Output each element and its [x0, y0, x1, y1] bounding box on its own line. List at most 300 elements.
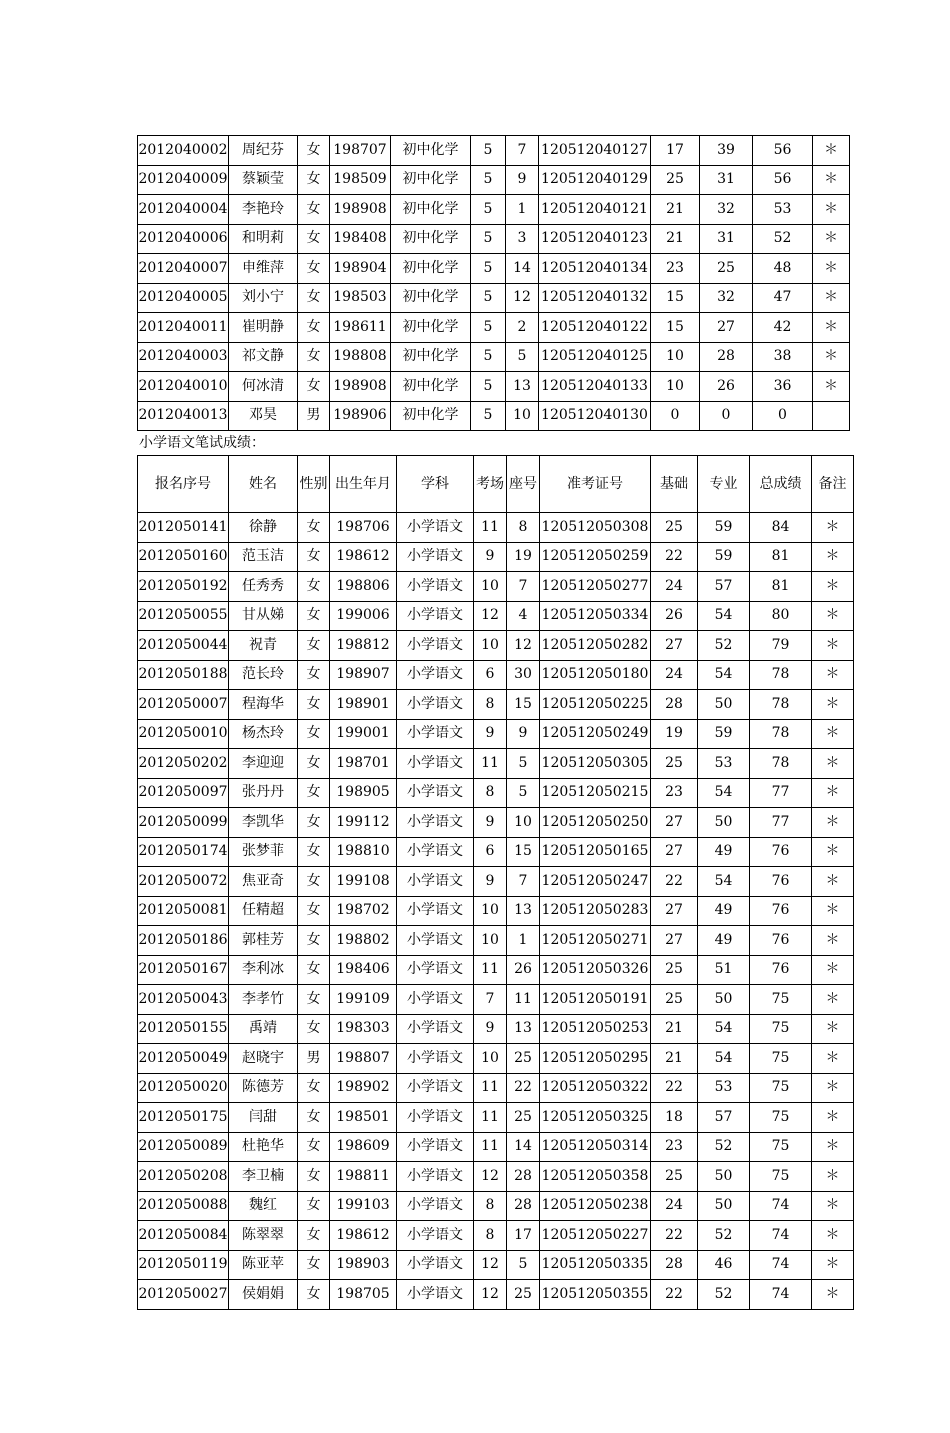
cell-basic-score: 24 — [651, 572, 698, 602]
cell-remarks: ＊ — [812, 749, 854, 779]
cell-gender: 女 — [298, 513, 330, 543]
cell-seat-no: 19 — [507, 542, 540, 572]
cell-basic-score: 15 — [651, 313, 700, 343]
cell-basic-score: 26 — [651, 601, 698, 631]
cell-exam-room: 9 — [474, 542, 507, 572]
cell-subject: 小学语文 — [397, 778, 474, 808]
cell-birth-month: 198303 — [330, 1014, 397, 1044]
cell-professional-score: 49 — [698, 926, 750, 956]
cell-name: 李艳玲 — [229, 195, 298, 225]
cell-gender: 女 — [298, 867, 330, 897]
cell-admission-no: 120512040133 — [539, 372, 651, 402]
cell-registration-no: 2012040005 — [138, 283, 229, 313]
cell-registration-no: 2012040002 — [138, 136, 229, 166]
cell-name: 申维萍 — [229, 254, 298, 284]
cell-gender: 女 — [298, 601, 330, 631]
cell-registration-no: 2012040011 — [138, 313, 229, 343]
cell-basic-score: 25 — [651, 513, 698, 543]
cell-name: 侯娟娟 — [229, 1280, 298, 1310]
cell-exam-room: 8 — [474, 778, 507, 808]
cell-birth-month: 198812 — [330, 631, 397, 661]
cell-name: 任秀秀 — [229, 572, 298, 602]
cell-birth-month: 198905 — [330, 778, 397, 808]
cell-professional-score: 32 — [700, 283, 753, 313]
cell-exam-room: 5 — [471, 401, 506, 431]
cell-exam-room: 5 — [471, 165, 506, 195]
cell-gender: 女 — [298, 749, 330, 779]
cell-admission-no: 120512050247 — [540, 867, 651, 897]
table-row — [138, 985, 854, 1015]
cell-gender: 女 — [298, 1132, 330, 1162]
cell-exam-room: 11 — [474, 1132, 507, 1162]
cell-registration-no: 2012050044 — [138, 631, 229, 661]
cell-seat-no: 11 — [507, 985, 540, 1015]
table-row — [138, 313, 850, 343]
cell-registration-no: 2012050027 — [138, 1280, 229, 1310]
table-row — [138, 778, 854, 808]
cell-total-score: 78 — [750, 660, 812, 690]
header-birth-month: 出生年月 — [330, 456, 397, 513]
cell-total-score: 74 — [750, 1221, 812, 1251]
header-admission-no: 准考证号 — [540, 456, 651, 513]
chemistry-score-table — [137, 135, 850, 431]
cell-name: 李孝竹 — [229, 985, 298, 1015]
cell-name: 陈翠翠 — [229, 1221, 298, 1251]
table-row — [138, 342, 850, 372]
cell-total-score: 36 — [753, 372, 813, 402]
cell-total-score: 74 — [750, 1280, 812, 1310]
cell-exam-room: 5 — [471, 136, 506, 166]
cell-registration-no: 2012050099 — [138, 808, 229, 838]
cell-basic-score: 25 — [651, 985, 698, 1015]
cell-subject: 小学语文 — [397, 867, 474, 897]
cell-basic-score: 10 — [651, 372, 700, 402]
table-row — [138, 1191, 854, 1221]
cell-remarks: ＊ — [812, 1250, 854, 1280]
cell-admission-no: 120512050308 — [540, 513, 651, 543]
cell-birth-month: 198612 — [330, 1221, 397, 1251]
cell-birth-month: 198802 — [330, 926, 397, 956]
cell-subject: 小学语文 — [397, 1132, 474, 1162]
cell-exam-room: 5 — [471, 372, 506, 402]
cell-total-score: 56 — [753, 136, 813, 166]
cell-basic-score: 27 — [651, 808, 698, 838]
cell-subject: 小学语文 — [397, 837, 474, 867]
cell-registration-no: 2012050141 — [138, 513, 229, 543]
cell-birth-month: 198706 — [330, 513, 397, 543]
cell-seat-no: 13 — [507, 1014, 540, 1044]
cell-exam-room: 11 — [474, 1073, 507, 1103]
header-total-score: 总成绩 — [750, 456, 812, 513]
cell-subject: 初中化学 — [391, 136, 471, 166]
cell-total-score: 52 — [753, 224, 813, 254]
table-row — [138, 224, 850, 254]
cell-basic-score: 10 — [651, 342, 700, 372]
cell-admission-no: 120512040134 — [539, 254, 651, 284]
cell-birth-month: 198501 — [330, 1103, 397, 1133]
cell-basic-score: 24 — [651, 660, 698, 690]
cell-gender: 女 — [298, 165, 330, 195]
cell-seat-no: 25 — [507, 1280, 540, 1310]
cell-subject: 小学语文 — [397, 896, 474, 926]
cell-total-score: 74 — [750, 1191, 812, 1221]
cell-exam-room: 10 — [474, 631, 507, 661]
cell-seat-no: 5 — [507, 778, 540, 808]
header-subject: 学科 — [397, 456, 474, 513]
cell-gender: 女 — [298, 372, 330, 402]
cell-basic-score: 27 — [651, 926, 698, 956]
cell-name: 周纪芬 — [229, 136, 298, 166]
cell-total-score: 42 — [753, 313, 813, 343]
header-registration-no: 报名序号 — [138, 456, 229, 513]
table-row — [138, 136, 850, 166]
cell-exam-room: 9 — [474, 867, 507, 897]
cell-remarks: ＊ — [813, 372, 850, 402]
cell-subject: 小学语文 — [397, 572, 474, 602]
cell-subject: 小学语文 — [397, 1280, 474, 1310]
cell-gender: 女 — [298, 572, 330, 602]
cell-admission-no: 120512050250 — [540, 808, 651, 838]
table-row — [138, 926, 854, 956]
cell-admission-no: 120512050282 — [540, 631, 651, 661]
cell-seat-no: 9 — [507, 719, 540, 749]
cell-name: 任精超 — [229, 896, 298, 926]
cell-remarks: ＊ — [812, 985, 854, 1015]
cell-registration-no: 2012050020 — [138, 1073, 229, 1103]
cell-admission-no: 120512050165 — [540, 837, 651, 867]
cell-exam-room: 12 — [474, 1280, 507, 1310]
cell-exam-room: 6 — [474, 660, 507, 690]
cell-seat-no: 1 — [507, 926, 540, 956]
cell-admission-no: 120512040121 — [539, 195, 651, 225]
cell-basic-score: 24 — [651, 1191, 698, 1221]
cell-admission-no: 120512040130 — [539, 401, 651, 431]
cell-registration-no: 2012050089 — [138, 1132, 229, 1162]
table-row — [138, 1250, 854, 1280]
cell-exam-room: 6 — [474, 837, 507, 867]
cell-subject: 小学语文 — [397, 1014, 474, 1044]
cell-registration-no: 2012040013 — [138, 401, 229, 431]
cell-registration-no: 2012040006 — [138, 224, 229, 254]
table-row — [138, 195, 850, 225]
cell-exam-room: 5 — [471, 195, 506, 225]
cell-remarks: ＊ — [812, 1191, 854, 1221]
cell-seat-no: 25 — [507, 1103, 540, 1133]
cell-gender: 女 — [298, 719, 330, 749]
cell-name: 郭桂芳 — [229, 926, 298, 956]
cell-birth-month: 198702 — [330, 896, 397, 926]
cell-exam-room: 11 — [474, 955, 507, 985]
cell-gender: 女 — [298, 1073, 330, 1103]
cell-birth-month: 198908 — [330, 195, 391, 225]
cell-gender: 女 — [298, 837, 330, 867]
cell-subject: 小学语文 — [397, 601, 474, 631]
header-seat-no: 座号 — [507, 456, 540, 513]
cell-remarks: ＊ — [812, 1280, 854, 1310]
cell-birth-month: 199109 — [330, 985, 397, 1015]
cell-gender: 女 — [298, 542, 330, 572]
cell-seat-no: 1 — [506, 195, 539, 225]
cell-name: 张梦菲 — [229, 837, 298, 867]
cell-basic-score: 15 — [651, 283, 700, 313]
cell-name: 李凯华 — [229, 808, 298, 838]
cell-total-score: 75 — [750, 1073, 812, 1103]
cell-professional-score: 53 — [698, 1073, 750, 1103]
cell-basic-score: 27 — [651, 837, 698, 867]
cell-gender: 女 — [298, 631, 330, 661]
cell-birth-month: 199006 — [330, 601, 397, 631]
cell-professional-score: 51 — [698, 955, 750, 985]
cell-birth-month: 198611 — [330, 313, 391, 343]
cell-total-score: 74 — [750, 1250, 812, 1280]
cell-remarks: ＊ — [812, 572, 854, 602]
cell-gender: 女 — [298, 778, 330, 808]
cell-admission-no: 120512040127 — [539, 136, 651, 166]
cell-exam-room: 8 — [474, 690, 507, 720]
table-row — [138, 254, 850, 284]
cell-basic-score: 21 — [651, 195, 700, 225]
cell-registration-no: 2012050192 — [138, 572, 229, 602]
cell-professional-score: 54 — [698, 867, 750, 897]
cell-total-score: 84 — [750, 513, 812, 543]
cell-basic-score: 21 — [651, 224, 700, 254]
cell-subject: 小学语文 — [397, 1250, 474, 1280]
cell-exam-room: 5 — [471, 342, 506, 372]
cell-remarks: ＊ — [812, 631, 854, 661]
cell-professional-score: 59 — [698, 513, 750, 543]
cell-subject: 小学语文 — [397, 1162, 474, 1192]
cell-admission-no: 120512050215 — [540, 778, 651, 808]
cell-birth-month: 198509 — [330, 165, 391, 195]
cell-admission-no: 120512050227 — [540, 1221, 651, 1251]
cell-subject: 小学语文 — [397, 1073, 474, 1103]
header-exam-room: 考场 — [474, 456, 507, 513]
cell-seat-no: 13 — [506, 372, 539, 402]
cell-professional-score: 52 — [698, 1132, 750, 1162]
cell-seat-no: 10 — [507, 808, 540, 838]
table-row — [138, 808, 854, 838]
cell-admission-no: 120512040122 — [539, 313, 651, 343]
cell-gender: 女 — [298, 808, 330, 838]
cell-exam-room: 11 — [474, 513, 507, 543]
cell-professional-score: 31 — [700, 224, 753, 254]
table-row — [138, 1073, 854, 1103]
cell-admission-no: 120512050355 — [540, 1280, 651, 1310]
cell-name: 魏红 — [229, 1191, 298, 1221]
cell-professional-score: 25 — [700, 254, 753, 284]
cell-birth-month: 198810 — [330, 837, 397, 867]
cell-professional-score: 54 — [698, 778, 750, 808]
cell-registration-no: 2012050097 — [138, 778, 229, 808]
table-row — [138, 283, 850, 313]
cell-gender: 女 — [298, 1103, 330, 1133]
cell-birth-month: 198808 — [330, 342, 391, 372]
cell-gender: 女 — [298, 1162, 330, 1192]
cell-remarks: ＊ — [812, 1162, 854, 1192]
cell-birth-month: 198901 — [330, 690, 397, 720]
cell-gender: 女 — [298, 690, 330, 720]
cell-birth-month: 198705 — [330, 1280, 397, 1310]
table-row — [138, 572, 854, 602]
cell-seat-no: 22 — [507, 1073, 540, 1103]
cell-seat-no: 15 — [507, 690, 540, 720]
cell-total-score: 56 — [753, 165, 813, 195]
cell-birth-month: 198408 — [330, 224, 391, 254]
cell-remarks: ＊ — [813, 342, 850, 372]
cell-remarks: ＊ — [812, 837, 854, 867]
cell-exam-room: 11 — [474, 749, 507, 779]
cell-registration-no: 2012050160 — [138, 542, 229, 572]
cell-name: 蔡颖莹 — [229, 165, 298, 195]
cell-birth-month: 198609 — [330, 1132, 397, 1162]
cell-name: 范玉洁 — [229, 542, 298, 572]
cell-basic-score: 22 — [651, 1221, 698, 1251]
cell-professional-score: 52 — [698, 1221, 750, 1251]
cell-admission-no: 120512050225 — [540, 690, 651, 720]
cell-seat-no: 7 — [507, 867, 540, 897]
cell-professional-score: 28 — [700, 342, 753, 372]
cell-remarks: ＊ — [812, 896, 854, 926]
cell-gender: 女 — [298, 313, 330, 343]
cell-name: 刘小宁 — [229, 283, 298, 313]
cell-remarks: ＊ — [812, 808, 854, 838]
cell-birth-month: 198902 — [330, 1073, 397, 1103]
cell-name: 张丹丹 — [229, 778, 298, 808]
cell-professional-score: 54 — [698, 601, 750, 631]
cell-seat-no: 4 — [507, 601, 540, 631]
cell-birth-month: 198406 — [330, 955, 397, 985]
cell-remarks: ＊ — [812, 867, 854, 897]
cell-seat-no: 8 — [507, 513, 540, 543]
cell-registration-no: 2012040007 — [138, 254, 229, 284]
cell-remarks: ＊ — [812, 719, 854, 749]
cell-birth-month: 198811 — [330, 1162, 397, 1192]
cell-remarks: ＊ — [812, 1221, 854, 1251]
cell-professional-score: 49 — [698, 896, 750, 926]
cell-gender: 女 — [298, 1221, 330, 1251]
cell-remarks: ＊ — [812, 601, 854, 631]
cell-admission-no: 120512050358 — [540, 1162, 651, 1192]
header-professional-score: 专业 — [698, 456, 750, 513]
cell-registration-no: 2012050055 — [138, 601, 229, 631]
cell-basic-score: 27 — [651, 896, 698, 926]
header-gender: 性别 — [298, 456, 330, 513]
cell-basic-score: 23 — [651, 1132, 698, 1162]
table-row — [138, 372, 850, 402]
cell-name: 邓昊 — [229, 401, 298, 431]
cell-exam-room: 12 — [474, 601, 507, 631]
cell-professional-score: 0 — [700, 401, 753, 431]
cell-seat-no: 12 — [507, 631, 540, 661]
cell-total-score: 76 — [750, 926, 812, 956]
cell-seat-no: 25 — [507, 1044, 540, 1074]
section-title-primary-chinese: 小学语文笔试成绩： — [139, 435, 265, 451]
cell-birth-month: 199112 — [330, 808, 397, 838]
cell-total-score: 76 — [750, 955, 812, 985]
cell-seat-no: 7 — [507, 572, 540, 602]
cell-basic-score: 23 — [651, 778, 698, 808]
cell-name: 禹靖 — [229, 1014, 298, 1044]
cell-professional-score: 50 — [698, 985, 750, 1015]
cell-remarks: ＊ — [812, 1044, 854, 1074]
cell-basic-score: 22 — [651, 1280, 698, 1310]
cell-subject: 初中化学 — [391, 283, 471, 313]
cell-registration-no: 2012050084 — [138, 1221, 229, 1251]
cell-admission-no: 120512050335 — [540, 1250, 651, 1280]
cell-admission-no: 120512050277 — [540, 572, 651, 602]
cell-total-score: 75 — [750, 1044, 812, 1074]
cell-exam-room: 12 — [474, 1250, 507, 1280]
cell-gender: 女 — [298, 283, 330, 313]
cell-exam-room: 9 — [474, 808, 507, 838]
cell-seat-no: 5 — [507, 749, 540, 779]
table-row — [138, 867, 854, 897]
cell-birth-month: 199001 — [330, 719, 397, 749]
cell-birth-month: 198908 — [330, 372, 391, 402]
cell-total-score: 80 — [750, 601, 812, 631]
cell-admission-no: 120512050283 — [540, 896, 651, 926]
cell-exam-room: 9 — [474, 1014, 507, 1044]
cell-total-score: 78 — [750, 749, 812, 779]
cell-name: 闫甜 — [229, 1103, 298, 1133]
cell-registration-no: 2012050175 — [138, 1103, 229, 1133]
cell-registration-no: 2012050007 — [138, 690, 229, 720]
cell-professional-score: 57 — [698, 1103, 750, 1133]
cell-remarks: ＊ — [812, 1132, 854, 1162]
cell-remarks: ＊ — [812, 660, 854, 690]
table-row — [138, 749, 854, 779]
cell-gender: 女 — [298, 1014, 330, 1044]
table-row — [138, 165, 850, 195]
cell-subject: 初中化学 — [391, 372, 471, 402]
cell-seat-no: 10 — [506, 401, 539, 431]
cell-exam-room: 5 — [471, 254, 506, 284]
cell-remarks: ＊ — [812, 1073, 854, 1103]
cell-gender: 女 — [298, 896, 330, 926]
cell-name: 李利冰 — [229, 955, 298, 985]
table-row — [138, 1014, 854, 1044]
cell-total-score: 79 — [750, 631, 812, 661]
cell-remarks: ＊ — [813, 254, 850, 284]
cell-basic-score: 18 — [651, 1103, 698, 1133]
cell-remarks: ＊ — [812, 513, 854, 543]
cell-admission-no: 120512050295 — [540, 1044, 651, 1074]
cell-name: 崔明静 — [229, 313, 298, 343]
cell-total-score: 48 — [753, 254, 813, 284]
header-remarks: 备注 — [812, 456, 854, 513]
cell-admission-no: 120512050322 — [540, 1073, 651, 1103]
cell-gender: 男 — [298, 1044, 330, 1074]
table-row — [138, 631, 854, 661]
cell-professional-score: 50 — [698, 1191, 750, 1221]
cell-gender: 女 — [298, 1250, 330, 1280]
cell-registration-no: 2012040009 — [138, 165, 229, 195]
table-row — [138, 1103, 854, 1133]
cell-subject: 小学语文 — [397, 926, 474, 956]
cell-registration-no: 2012050186 — [138, 926, 229, 956]
cell-birth-month: 198906 — [330, 401, 391, 431]
cell-subject: 小学语文 — [397, 542, 474, 572]
cell-total-score: 75 — [750, 1103, 812, 1133]
cell-registration-no: 2012050208 — [138, 1162, 229, 1192]
cell-admission-no: 120512050253 — [540, 1014, 651, 1044]
table-row — [138, 1132, 854, 1162]
cell-gender: 女 — [298, 1191, 330, 1221]
cell-registration-no: 2012050088 — [138, 1191, 229, 1221]
cell-total-score: 76 — [750, 896, 812, 926]
cell-name: 杨杰玲 — [229, 719, 298, 749]
cell-professional-score: 57 — [698, 572, 750, 602]
